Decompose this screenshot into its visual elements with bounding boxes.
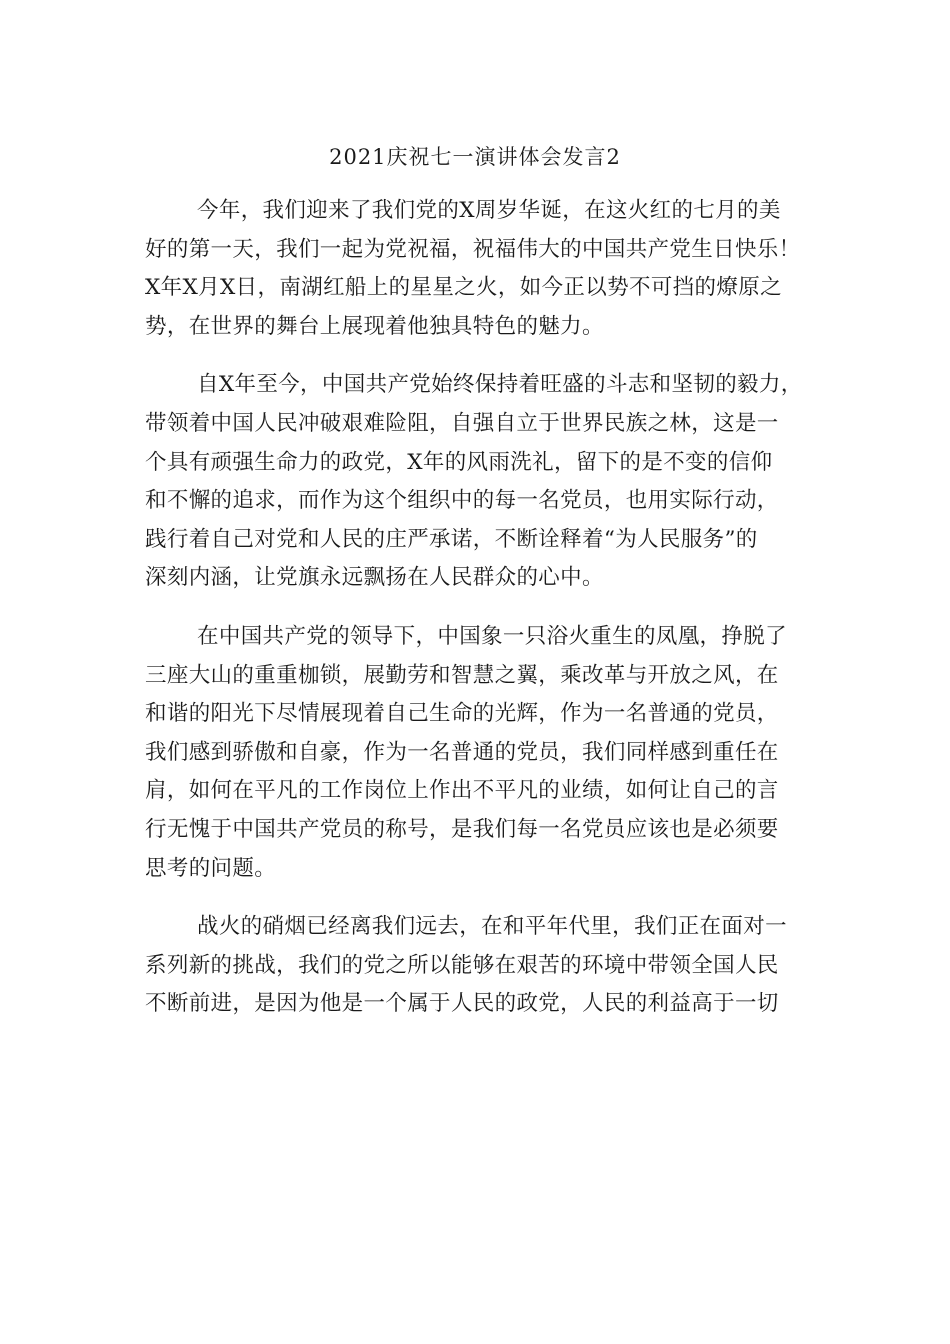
paragraph-3-line-5: 肩，如何在平凡的工作岗位上作出不平凡的业绩，如何让自己的言	[145, 778, 779, 804]
paragraph-3-line-2: 三座大山的重重枷锁，展勤劳和智慧之翼，乘改革与开放之风，在	[145, 662, 779, 688]
paragraph-3-line-1: 在中国共产党的领导下，中国象一只浴火重生的凤凰，挣脱了	[197, 623, 787, 649]
paragraph-gap	[145, 346, 815, 366]
paragraph-4-line-3: 不断前进，是因为他是一个属于人民的政党，人民的利益高于一切	[145, 991, 779, 1017]
paragraph-2-line-6: 深刻内涵，让党旗永远飘扬在人民群众的心中。	[145, 565, 604, 591]
paragraph-4-line-1: 战火的硝烟已经离我们远去，在和平年代里，我们正在面对一	[197, 914, 787, 940]
paragraph-1-line-1: 今年，我们迎来了我们党的X周岁华诞，在这火红的七月的美	[197, 198, 781, 223]
paragraph-2-line-5: 践行着自己对党和人民的庄严承诺，不断诠释着“为人民服务”的	[145, 526, 758, 552]
paragraph-gap	[145, 888, 815, 908]
document-title: 2021庆祝七一演讲体会发言2	[329, 145, 621, 169]
paragraph-1-line-4: 势，在世界的舞台上展现着他独具特色的魅力。	[145, 313, 604, 339]
paragraph-4-line-2: 系列新的挑战，我们的党之所以能够在艰苦的环境中带领全国人民	[145, 952, 779, 978]
paragraph-2-line-4: 和不懈的追求，而作为这个组织中的每一名党员，也用实际行动，	[145, 488, 779, 514]
paragraph-gap	[145, 598, 815, 618]
paragraph-3-line-4: 我们感到骄傲和自豪，作为一名普通的党员，我们同样感到重任在	[145, 739, 779, 765]
paragraph-1-line-3: X年X月X日，南湖红船上的星星之火，如今正以势不可挡的燎原之	[145, 275, 782, 301]
paragraph-3-line-3: 和谐的阳光下尽情展现着自己生命的光辉，作为一名普通的党员，	[145, 701, 779, 727]
paragraph-1-line-2: 好的第一天，我们一起为党祝福，祝福伟大的中国共产党生日快乐！	[145, 236, 801, 262]
paragraph-3-line-7: 思考的问题。	[145, 855, 277, 881]
document-body	[145, 192, 815, 1024]
paragraph-2-line-2: 带领着中国人民冲破艰难险阻，自强自立于世界民族之林，这是一	[145, 410, 779, 436]
paragraph-2-line-1: 自X年至今，中国共产党始终保持着旺盛的斗志和坚韧的毅力，	[197, 372, 803, 398]
paragraph-2-line-3: 个具有顽强生命力的政党，X年的风雨洗礼，留下的是不变的信仰	[145, 449, 773, 475]
paragraph-3-line-6: 行无愧于中国共产党员的称号，是我们每一名党员应该也是必须要	[145, 816, 779, 842]
